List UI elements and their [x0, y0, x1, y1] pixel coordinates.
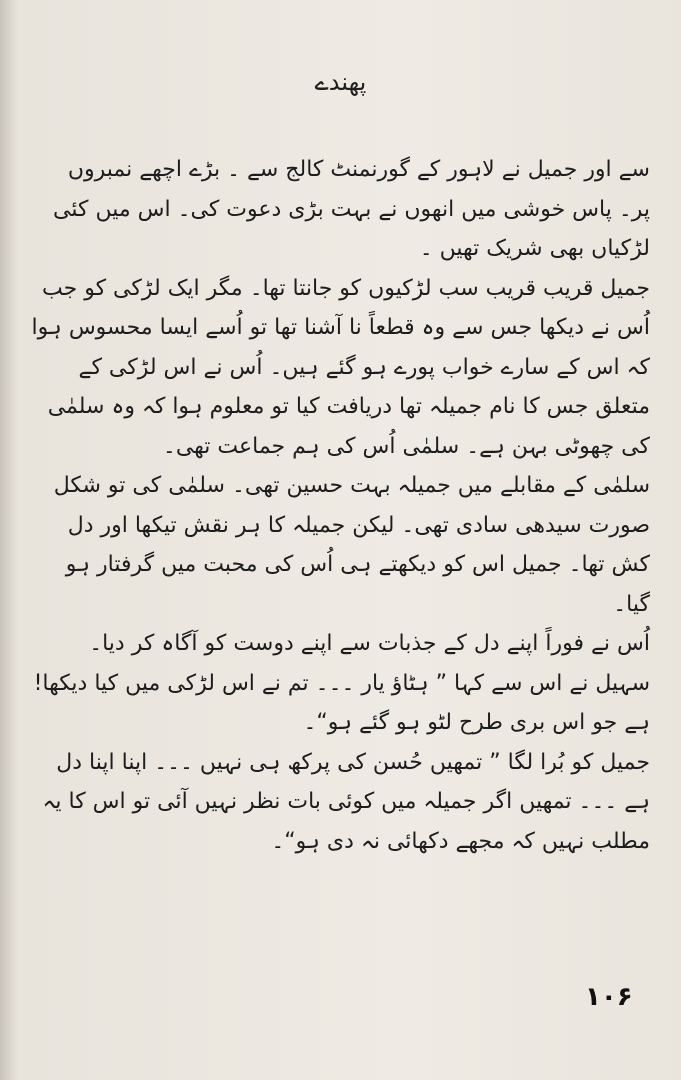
paragraph-1: سے اور جمیل نے لاہور کے گورنمنٹ کالج سے ۔ بڑے اچھے نمبروں پر۔ پاس خوشی میں انھوں نے بہت بڑی دعوت کی۔ اس میں کئی لڑکیاں بھی شریک تھیں ۔: [53, 157, 650, 261]
paragraph-5: جمیل کو بُرا لگا ” تمھیں حُسن کی پرکھ ہی نہیں ۔۔۔ اپنا اپنا دل ہے ۔۔۔ تمھیں اگر جمیلہ میں کوئی بات نظر نہیں آئی تو اس کا یہ مطلب نہیں کہ مجھے دکھائی نہ دی ہو“۔: [42, 749, 650, 854]
page-title: پھندے: [314, 68, 367, 96]
page-number: ۱۰۶: [585, 982, 633, 1012]
paragraph-3: سلمٰی کے مقابلے میں جمیلہ بہت حسین تھی۔ سلمٰی کی تو شکل صورت سیدھی سادی تھی۔ لیکن جمیلہ کا ہر نقش تیکھا اور دل کش تھا۔ جمیل اس کو دیکھتے ہی اُس کی محبت میں گرفتار ہو گیا۔: [53, 473, 650, 617]
paragraph-2: جمیل قریب قریب سب لڑکیوں کو جانتا تھا۔ مگر ایک لڑکی کو جب اُس نے دیکھا جس سے وہ قطعاً نا آشنا تھا تو اُسے ایسا محسوس ہوا کہ اس کے سارے خواب پورے ہو گئے ہیں۔ اُس نے اس لڑکی کے متعلق جس کا نام جمیلہ تھا دریافت کیا تو معلوم ہوا کہ وہ سلمٰی کی چھوٹی بہن ہے۔ سلمٰی اُس کی ہم جماعت تھی۔: [31, 275, 650, 459]
body-text: [30, 150, 650, 861]
paragraph-4: اُس نے فوراً اپنے دل کے جذبات سے اپنے دوست کو آگاہ کر دیا۔ سہیل نے اس سے کہا ” ہٹاؤ یار ۔۔۔ تم نے اس لڑکی میں کیا دیکھا! ہے جو اس بری طرح لٹو ہو گئے ہو“۔: [33, 631, 650, 735]
